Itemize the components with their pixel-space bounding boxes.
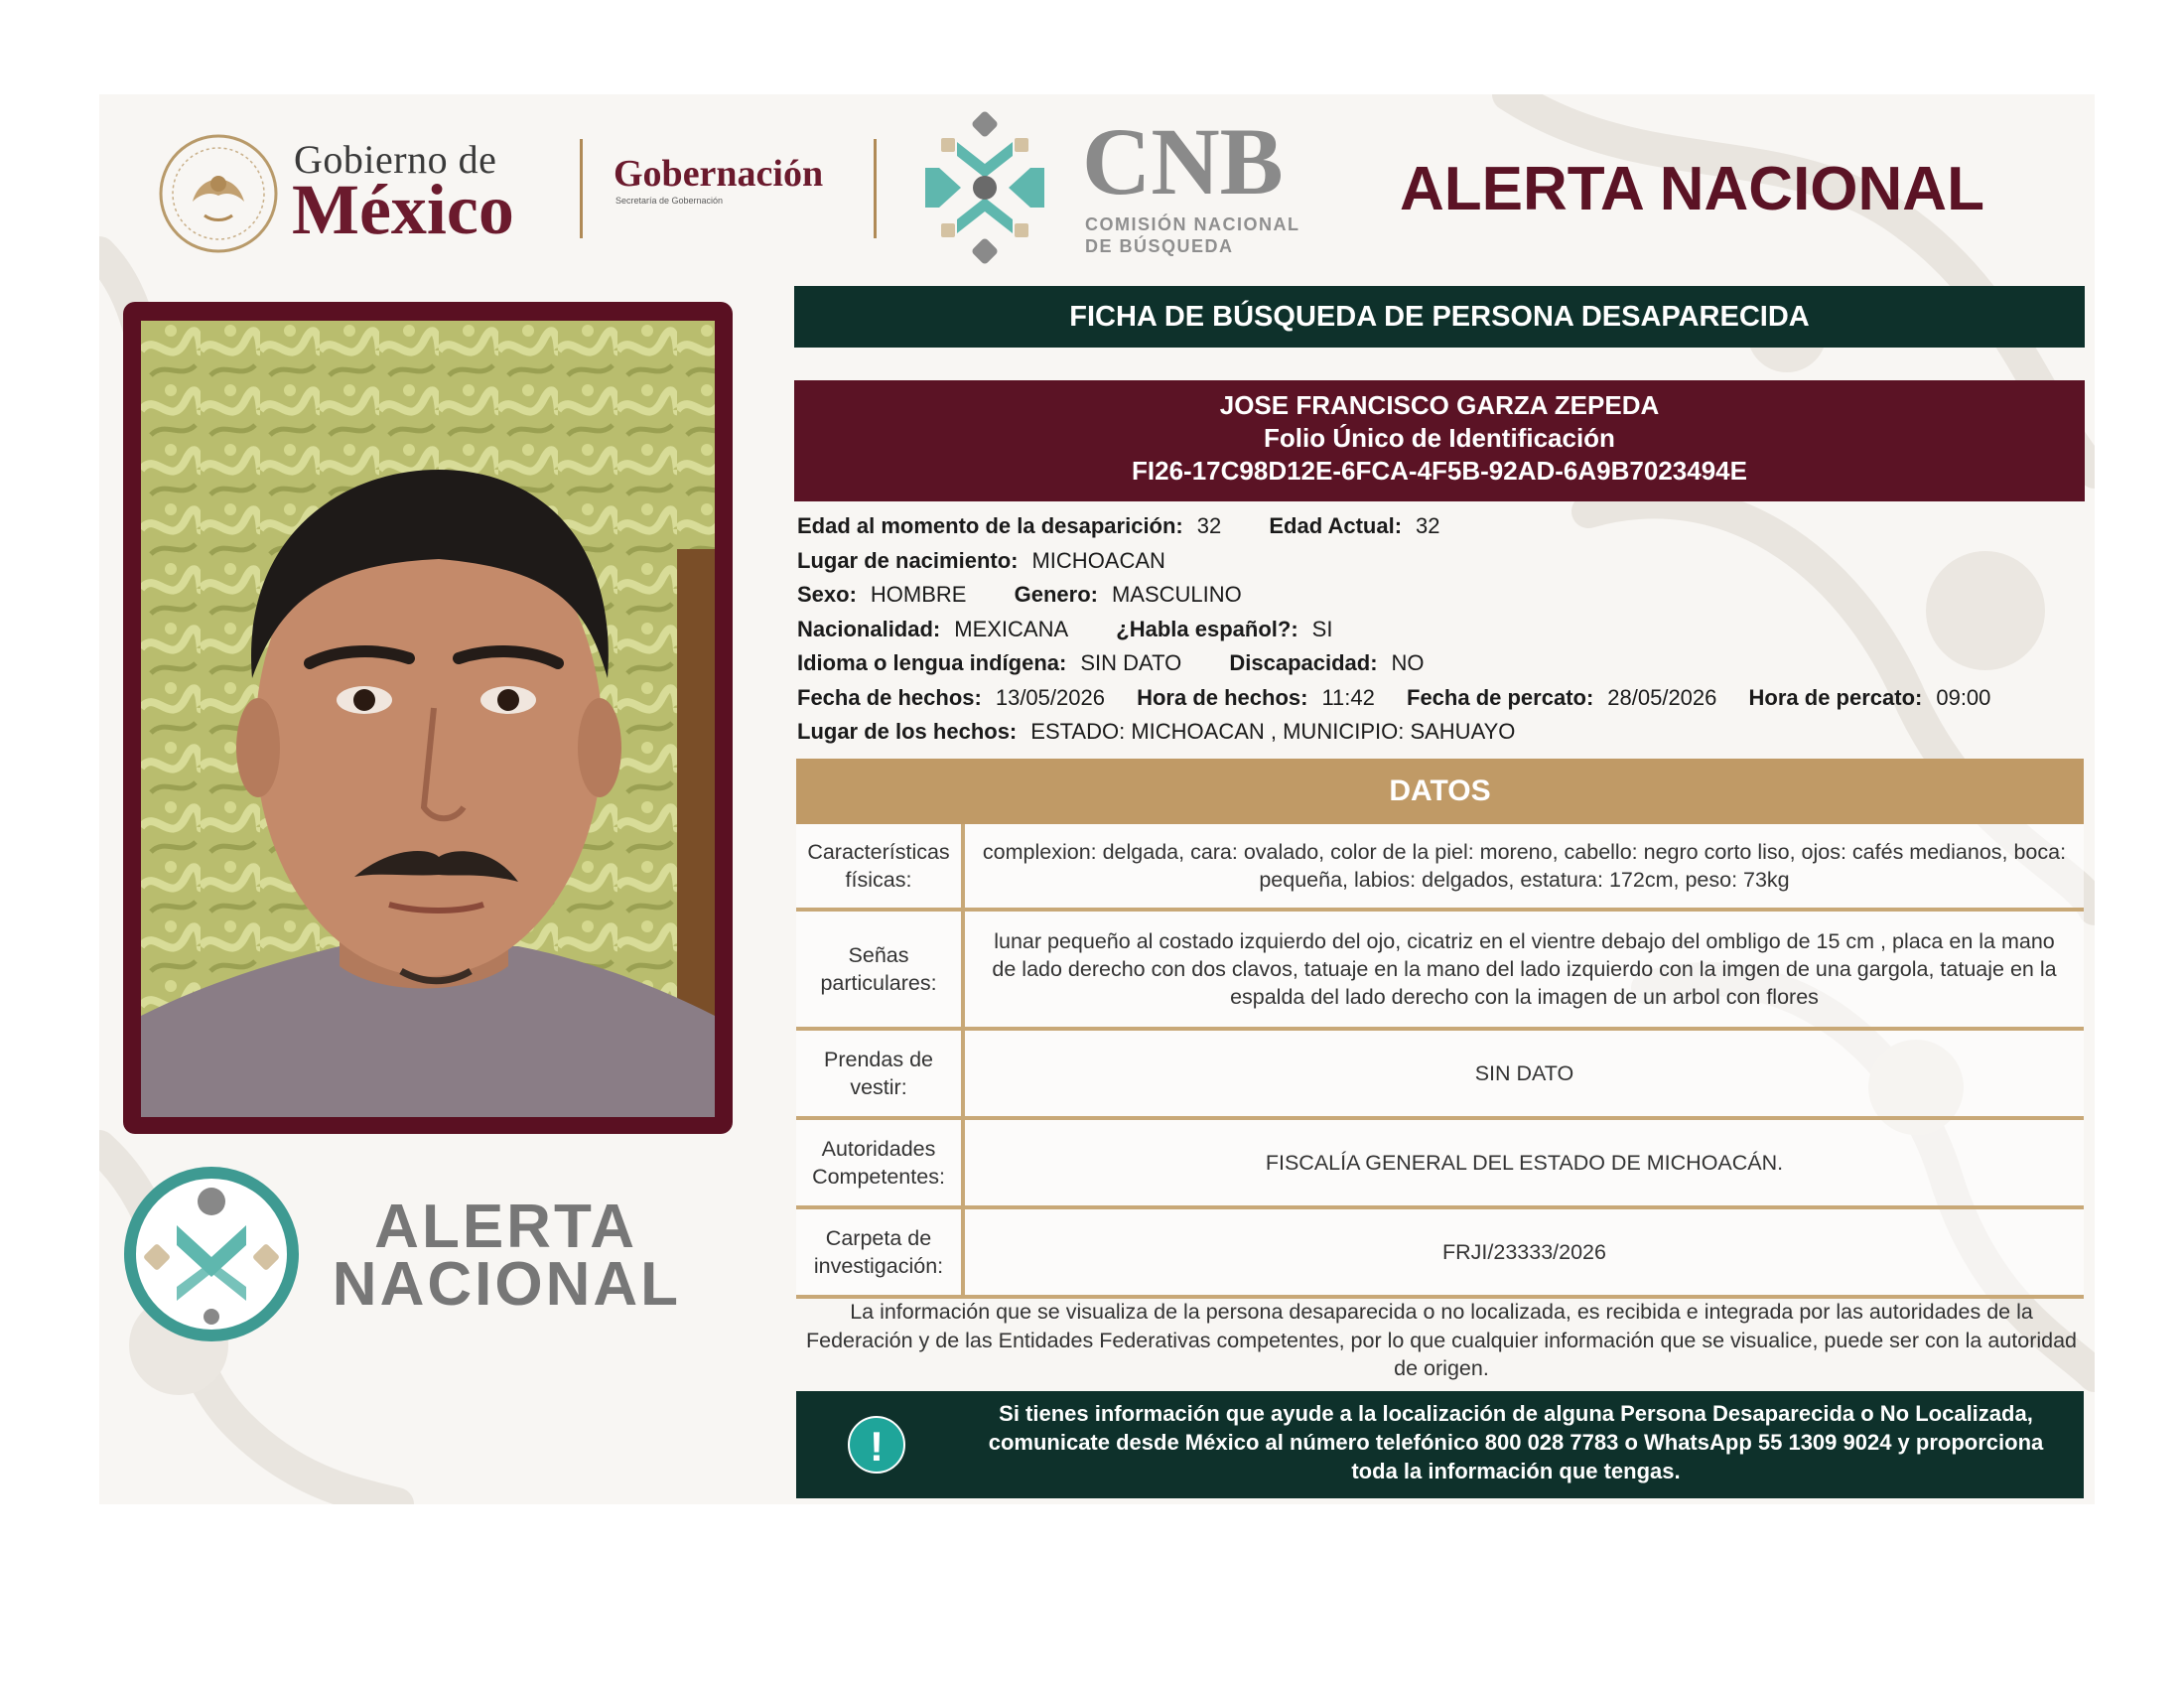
datos-table — [796, 824, 2084, 1299]
alerta-nacional-logo-text — [324, 1193, 681, 1319]
field-value: MICHOACAN — [1031, 547, 1165, 573]
gobierno-line2: México — [292, 170, 514, 249]
header-divider — [874, 139, 877, 238]
info-row — [797, 715, 2088, 750]
gobernacion-subtitle: Secretaría de Gobernación — [615, 196, 724, 206]
row-value: SIN DATO — [1474, 1061, 1574, 1085]
field-value: MEXICANA — [954, 616, 1069, 641]
field-label: Discapacidad: — [1229, 650, 1378, 675]
folio-id: FI26-17C98D12E-6FCA-4F5B-92AD-6A9B7023494E — [1132, 456, 1747, 486]
alert-title: ALERTA NACIONAL — [1400, 155, 1984, 223]
alerta-nacional-logo-icon — [119, 1162, 304, 1346]
row-value: FISCALÍA GENERAL DEL ESTADO DE MICHOACÁN. — [1265, 1151, 1784, 1175]
field-label: Lugar de los hechos: — [797, 719, 1018, 744]
header-divider — [580, 139, 583, 238]
logo-line1: ALERTA — [374, 1193, 637, 1261]
row-value: FRJI/23333/2026 — [1442, 1240, 1606, 1264]
row-value: complexion: delgada, cara: ovalado, color de la piel: moreno, cabello: negro corto liso, ojos: cafés medianos, boca: pequeña, labios: delgados, estatura: 172cm, peso: 73kg — [982, 840, 2067, 892]
field-label: Genero: — [1014, 582, 1098, 607]
table-row — [796, 824, 2084, 912]
field-label: ¿Habla español?: — [1116, 616, 1298, 641]
alert-card — [99, 94, 2095, 1504]
disclaimer-text: La información que se visualiza de la persona desaparecida o no localizada, es recibida e integrada por las autoridades de la Federación y de las Entidades Federativas competentes, por lo que cualquier información que se visualice, puede ser con la autoridad de origen. — [806, 1300, 2078, 1380]
field-label: Edad al momento de la desaparición: — [797, 513, 1183, 538]
contact-banner — [796, 1391, 2084, 1498]
field-value: 28/05/2026 — [1607, 684, 1717, 710]
datos-title: DATOS — [796, 759, 2084, 824]
field-label: Nacionalidad: — [797, 616, 941, 641]
person-info — [797, 509, 2088, 750]
field-label: Lugar de nacimiento: — [797, 547, 1019, 573]
cnb-subtitle — [1085, 213, 1343, 257]
field-value: MASCULINO — [1111, 582, 1242, 607]
person-header — [794, 380, 2085, 501]
info-row — [797, 613, 2088, 647]
cnb-logo-text: CNB — [1082, 108, 1284, 214]
table-row — [796, 1209, 2084, 1299]
row-label: Carpeta de investigación: — [796, 1209, 965, 1295]
info-row — [797, 681, 2088, 716]
cnb-subtitle-line1: COMISIÓN NACIONAL — [1085, 214, 1300, 234]
contact-text: Si tienes información que ayude a la localización de alguna Persona Desaparecida o No Localizada, comunicate desde México al número telefónico 800 028 7783 o WhatsApp 55 1309 9024 y proporciona toda la información que tengas. — [988, 1401, 2044, 1483]
gobierno-line1: Gobierno de — [294, 137, 497, 182]
info-row — [797, 544, 2088, 579]
table-row — [796, 1031, 2084, 1120]
field-value: 32 — [1416, 513, 1440, 538]
field-value: HOMBRE — [870, 582, 967, 607]
info-row — [797, 646, 2088, 681]
cnb-logo-icon — [905, 108, 1064, 267]
field-value: NO — [1391, 650, 1425, 675]
info-row — [797, 509, 2088, 544]
field-label: Idioma o lengua indígena: — [797, 650, 1067, 675]
mexico-seal-icon — [157, 132, 280, 255]
exclamation-icon: ! — [848, 1416, 905, 1474]
logo-line2: NACIONAL — [332, 1250, 681, 1319]
table-row — [796, 1120, 2084, 1209]
row-label: Autoridades Competentes: — [796, 1120, 965, 1205]
field-value: 13/05/2026 — [995, 684, 1105, 710]
table-row — [796, 912, 2084, 1031]
field-value: SIN DATO — [1080, 650, 1182, 675]
row-value: lunar pequeño al costado izquierdo del ojo, cicatriz en el vientre debajo del ombligo de 15 cm , placa en la mano de lado derecho con dos clavos, tatuaje en la mano del lado izquierdo con la imgen de una gargola, tatuaje en la espalda del lado derecho con la imagen de un arbol con flores — [992, 929, 2057, 1009]
field-value: 09:00 — [1936, 684, 1991, 710]
field-label: Hora de hechos: — [1137, 684, 1308, 710]
field-label: Sexo: — [797, 582, 857, 607]
field-value: SI — [1311, 616, 1333, 641]
ficha-title: FICHA DE BÚSQUEDA DE PERSONA DESAPARECIDA — [794, 286, 2085, 348]
field-value: 11:42 — [1321, 684, 1375, 710]
row-label: Señas particulares: — [796, 912, 965, 1027]
gobernacion-logo-text: Gobernación — [614, 153, 824, 195]
info-row — [797, 578, 2088, 613]
field-label: Edad Actual: — [1269, 513, 1403, 538]
person-name: JOSE FRANCISCO GARZA ZEPEDA — [1219, 390, 1660, 420]
row-label: Características físicas: — [796, 824, 965, 908]
field-value: 32 — [1196, 513, 1222, 538]
cnb-subtitle-line2: DE BÚSQUEDA — [1085, 236, 1234, 256]
row-label: Prendas de vestir: — [796, 1031, 965, 1116]
folio-label: Folio Único de Identificación — [1264, 423, 1615, 453]
field-label: Fecha de hechos: — [797, 684, 982, 710]
field-label: Fecha de percato: — [1407, 684, 1594, 710]
field-label: Hora de percato: — [1748, 684, 1923, 710]
field-value: ESTADO: MICHOACAN , MUNICIPIO: SAHUAYO — [1030, 719, 1516, 744]
missing-person-photo — [141, 321, 715, 1117]
